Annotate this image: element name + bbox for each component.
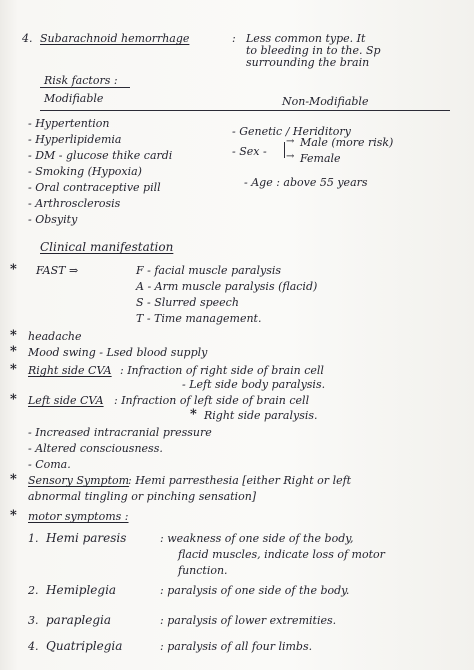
motor-term: Hemiplegia xyxy=(46,583,117,597)
sensory-text: : Hemi parresthesia [either Right or left xyxy=(128,474,352,487)
symptom-coma: - Coma. xyxy=(28,458,71,471)
asterisk-bullet-icon: * xyxy=(10,262,17,277)
motor-text: : weakness of one side of the body, xyxy=(160,532,354,545)
asterisk-bullet-icon: * xyxy=(10,508,17,523)
asterisk-bullet-icon: * xyxy=(190,407,197,422)
risk-table-rule xyxy=(40,110,450,111)
heading-colon: : xyxy=(232,32,236,45)
motor-number: 1. xyxy=(28,532,39,545)
motor-text: : paralysis of one side of the body. xyxy=(160,584,350,597)
risk-title: Risk factors : xyxy=(44,74,118,87)
non-modifiable-header: Non-Modifiable xyxy=(282,95,369,108)
right-cva-text: : Infraction of right side of brain cell xyxy=(120,364,324,377)
asterisk-bullet-icon: * xyxy=(10,392,17,407)
modifiable-item: - DM - glucose thike cardi xyxy=(28,149,173,162)
modifiable-item: - Smoking (Hypoxia) xyxy=(28,165,142,178)
motor-text: : paralysis of all four limbs. xyxy=(160,640,313,653)
heading-title: Subarachnoid hemorrhage xyxy=(40,32,190,45)
sex-male: Male (more risk) xyxy=(300,136,394,149)
motor-term: Hemi paresis xyxy=(46,531,127,545)
left-cva-text: : Infraction of left side of brain cell xyxy=(114,394,310,407)
arrow-right-icon: → xyxy=(286,136,295,147)
symptom-mood: Mood swing - Lsed blood supply xyxy=(28,346,208,359)
non-modifiable-age: - Age : above 55 years xyxy=(244,176,368,189)
fast-item: T - Time management. xyxy=(136,312,262,325)
non-modifiable-sex: - Sex - xyxy=(232,145,267,158)
clinical-title: Clinical manifestation xyxy=(40,240,174,254)
asterisk-bullet-icon: * xyxy=(10,362,17,377)
asterisk-bullet-icon: * xyxy=(10,344,17,359)
modifiable-item: - Hypertention xyxy=(28,117,110,130)
right-cva-label: Right side CVA xyxy=(28,364,112,377)
modifiable-item: - Hyperlipidemia xyxy=(28,133,122,146)
fast-item: A - Arm muscle paralysis (flacid) xyxy=(136,280,318,293)
heading-desc-3: surrounding the brain xyxy=(246,56,370,69)
risk-underline xyxy=(40,87,130,88)
asterisk-bullet-icon: * xyxy=(10,472,17,487)
asterisk-bullet-icon: * xyxy=(10,328,17,343)
fast-item: F - facial muscle paralysis xyxy=(136,264,282,277)
motor-term: paraplegia xyxy=(46,613,112,627)
motor-number: 3. xyxy=(28,614,39,627)
sex-female: Female xyxy=(300,152,341,165)
motor-text-2: flacid muscles, indicate loss of motor xyxy=(178,548,385,561)
motor-number: 2. xyxy=(28,584,39,597)
fast-label: FAST ⇒ xyxy=(36,264,79,277)
symptom-icp: - Increased intracranial pressure xyxy=(28,426,212,439)
fast-item: S - Slurred speech xyxy=(136,296,239,309)
modifiable-item: - Oral contraceptive pill xyxy=(28,181,161,194)
non-modifiable-genetic: - Genetic / Heriditory xyxy=(232,125,351,138)
sex-branch-line xyxy=(284,142,285,158)
modifiable-item: - Arthrosclerosis xyxy=(28,197,121,210)
motor-number: 4. xyxy=(28,640,39,653)
heading-desc-1: Less common type. It xyxy=(246,32,366,45)
heading-number: 4. xyxy=(22,32,33,45)
arrow-right-icon: → xyxy=(286,151,295,162)
left-cva-text-2: Right side paralysis. xyxy=(204,409,318,422)
symptom-headache: headache xyxy=(28,330,82,343)
motor-text-3: function. xyxy=(178,564,228,577)
right-cva-text-2: - Left side body paralysis. xyxy=(182,378,326,391)
sensory-label: Sensory Symptom xyxy=(28,474,130,487)
left-cva-label: Left side CVA xyxy=(28,394,104,407)
motor-term: Quatriplegia xyxy=(46,639,123,653)
motor-label: motor symptoms : xyxy=(28,510,129,523)
modifiable-item: - Obsyity xyxy=(28,213,78,226)
heading-desc-2: to bleeding in to the. Sp xyxy=(246,44,381,57)
motor-text: : paralysis of lower extremities. xyxy=(160,614,337,627)
symptom-consciousness: - Altered consciousness. xyxy=(28,442,163,455)
sensory-text-2: abnormal tingling or pinching sensation] xyxy=(28,490,257,503)
modifiable-header: Modifiable xyxy=(44,92,104,105)
